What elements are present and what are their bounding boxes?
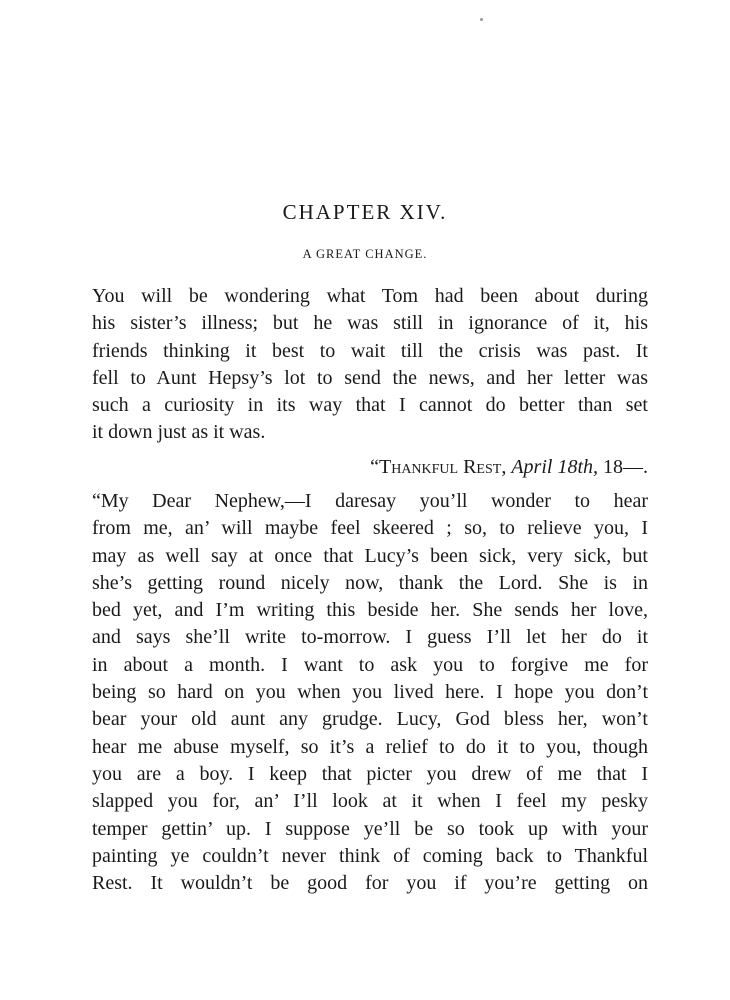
paragraph1-line: friends thinking it best to wait till the crisis was past. It <box>92 339 648 362</box>
chapter-subtitle: A GREAT CHANGE. <box>302 247 428 261</box>
letter-line: she’s getting round nicely now, thank the Lord. She is in <box>92 571 648 594</box>
paragraph1-line: fell to Aunt Hepsy’s lot to send the news, and her letter was <box>92 366 648 389</box>
paragraph1-line: such a curiosity in its way that I cannot do better than set <box>92 394 648 417</box>
letter-line: hear me abuse myself, so it’s a relief to do it to you, though <box>92 735 648 758</box>
letter-body <box>92 488 648 897</box>
dateline-date: April 18th, <box>511 456 598 478</box>
page-speck <box>480 18 483 21</box>
paragraph1-line: his sister’s illness; but he was still in ignorance of it, his <box>92 312 648 335</box>
dateline-year: 18—. <box>603 456 648 478</box>
letter-line: in about a month. I want to ask you to forgive me for <box>92 653 648 676</box>
chapter-title: CHAPTER XIV. <box>282 200 448 224</box>
paragraph1-line: You will be wondering what Tom had been about during <box>92 285 648 307</box>
letter-dateline <box>370 456 648 479</box>
letter-line: slapped you for, an’ I’ll look at it when I feel my pesky <box>92 790 648 813</box>
letter-line: temper gettin’ up. I suppose ye’ll be so took up with your <box>92 817 648 840</box>
letter-line: painting ye couldn’t never think of coming back to Thankful <box>92 844 648 867</box>
letter-line: Rest. It wouldn’t be good for you if you’re getting on <box>92 872 648 895</box>
letter-line: “My Dear Nephew,—I daresay you’ll wonder to hear <box>92 490 648 512</box>
opening-paragraph <box>92 283 648 447</box>
letter-line: bed yet, and I’m writing this beside her. She sends her love, <box>92 599 648 622</box>
letter-line: and says she’ll write to-morrow. I guess I’ll let her do it <box>92 626 648 649</box>
letter-line: may as well say at once that Lucy’s been sick, very sick, but <box>92 544 648 567</box>
letter-line: from me, an’ will maybe feel skeered ; so, to relieve you, I <box>92 517 648 540</box>
dateline-place: “Thankful Rest, <box>370 456 507 478</box>
letter-line: being so hard on you when you lived here. I hope you don’t <box>92 681 648 704</box>
letter-line: bear your old aunt any grudge. Lucy, God bless her, won’t <box>92 708 648 731</box>
letter-line: you are a boy. I keep that picter you drew of me that I <box>92 762 648 785</box>
paragraph1-line: it down just as it was. <box>92 421 266 444</box>
